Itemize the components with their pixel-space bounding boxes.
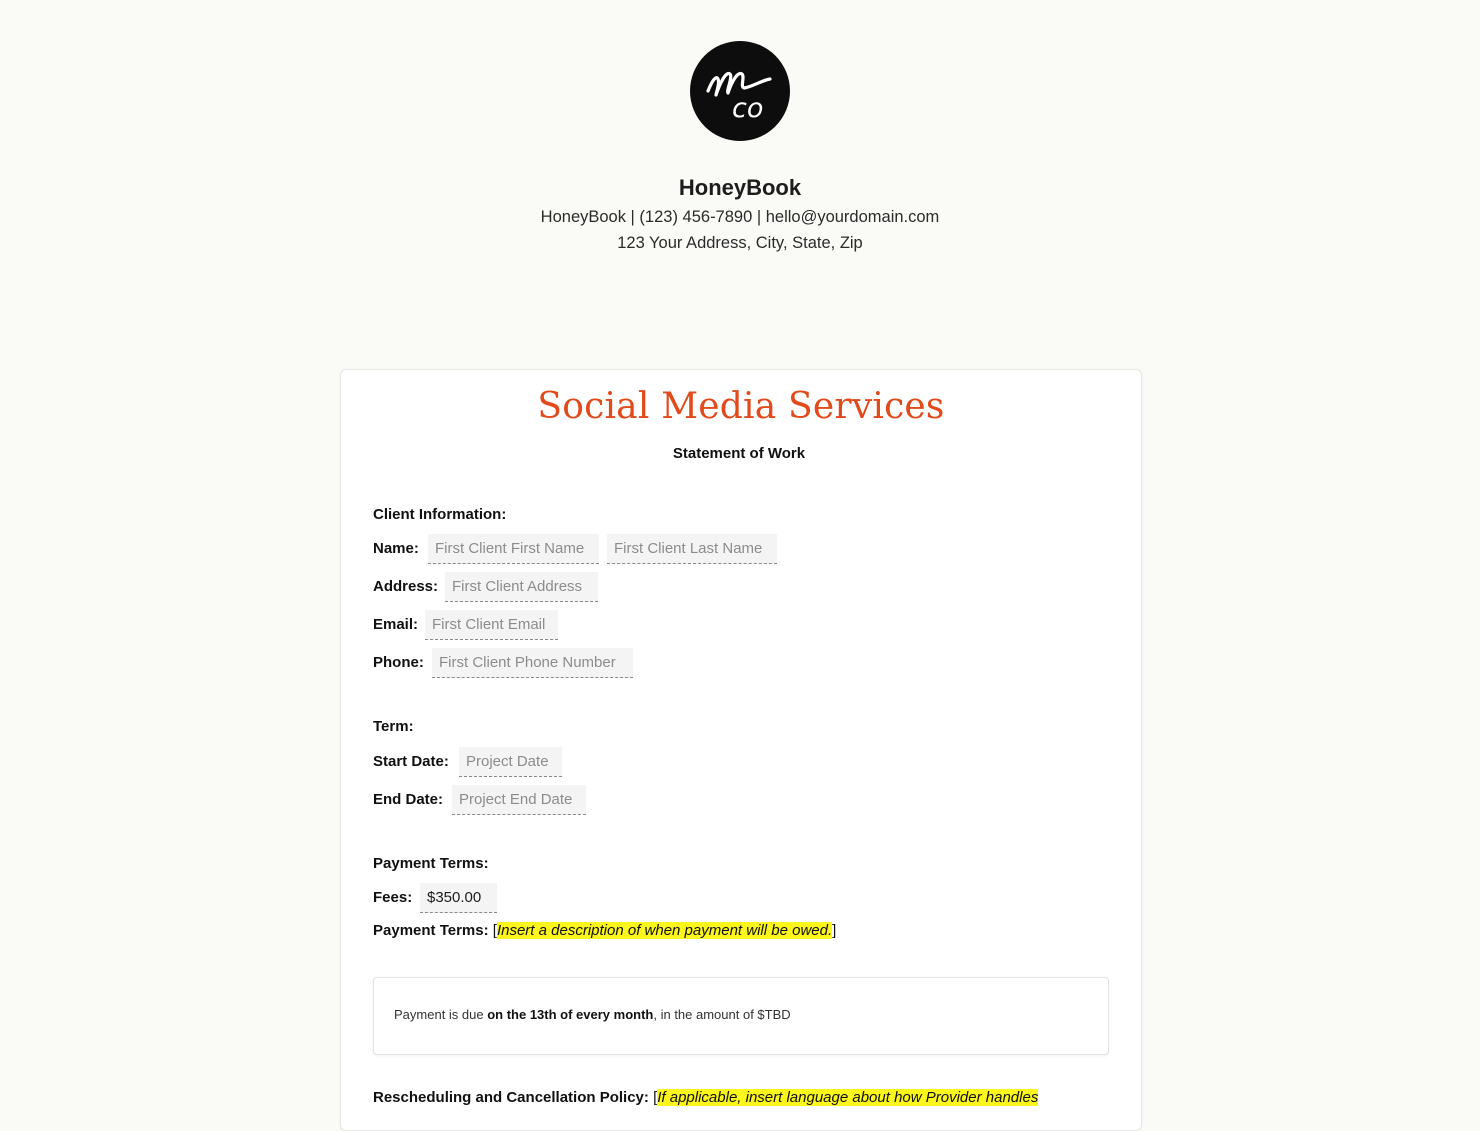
bracket-close: ] [832, 922, 837, 939]
cancellation-policy-line [373, 1089, 1038, 1106]
business-logo [690, 41, 790, 141]
cancellation-policy-label: Rescheduling and Cancellation Policy: [373, 1089, 649, 1106]
payment-terms-line [373, 922, 836, 939]
client-email-field[interactable]: First Client Email [425, 610, 558, 640]
business-contact-line: HoneyBook | (123) 456-7890 | hello@yourdomain.com [540, 208, 940, 226]
end-date-field[interactable]: Project End Date [452, 785, 586, 815]
payment-schedule-text [394, 1007, 791, 1022]
payment-terms-heading: Payment Terms: [373, 855, 489, 872]
bracket-open: [ [492, 922, 497, 939]
document-subtitle: Statement of Work [672, 445, 806, 462]
end-date-label: End Date: [373, 791, 444, 808]
term-heading: Term: [373, 718, 414, 735]
client-last-name-field[interactable]: First Client Last Name [607, 534, 777, 564]
payment-prefix: Payment is due [394, 1007, 488, 1022]
fees-label: Fees: [373, 889, 413, 906]
document-card [340, 369, 1142, 1131]
client-info-heading: Client Information: [373, 506, 507, 523]
payment-schedule-box [373, 977, 1109, 1055]
payment-due-date: on the 13th of every month [487, 1007, 654, 1022]
start-date-field[interactable]: Project Date [459, 747, 562, 777]
logo-monogram-icon [690, 41, 790, 141]
address-label: Address: [373, 578, 439, 595]
client-first-name-field[interactable]: First Client First Name [428, 534, 599, 564]
svg-text:co: co [732, 93, 764, 124]
name-label: Name: [373, 540, 419, 557]
policy-bracket-open: [ [653, 1089, 658, 1106]
payment-terms-label: Payment Terms: [373, 922, 489, 939]
document-title: Social Media Services [537, 386, 945, 427]
payment-terms-placeholder: Insert a description of when payment will be owed. [496, 922, 833, 939]
cancellation-policy-placeholder: If applicable, insert language about how Provider handles [657, 1089, 1039, 1106]
payment-suffix: , in the amount of $TBD [653, 1007, 791, 1022]
business-name: HoneyBook [678, 175, 802, 200]
fees-field[interactable]: $350.00 [420, 883, 497, 913]
client-address-field[interactable]: First Client Address [445, 572, 598, 602]
email-label: Email: [373, 616, 419, 633]
client-phone-field[interactable]: First Client Phone Number [432, 648, 633, 678]
phone-label: Phone: [373, 654, 424, 671]
start-date-label: Start Date: [373, 753, 449, 770]
business-address-line: 123 Your Address, City, State, Zip [617, 234, 863, 252]
